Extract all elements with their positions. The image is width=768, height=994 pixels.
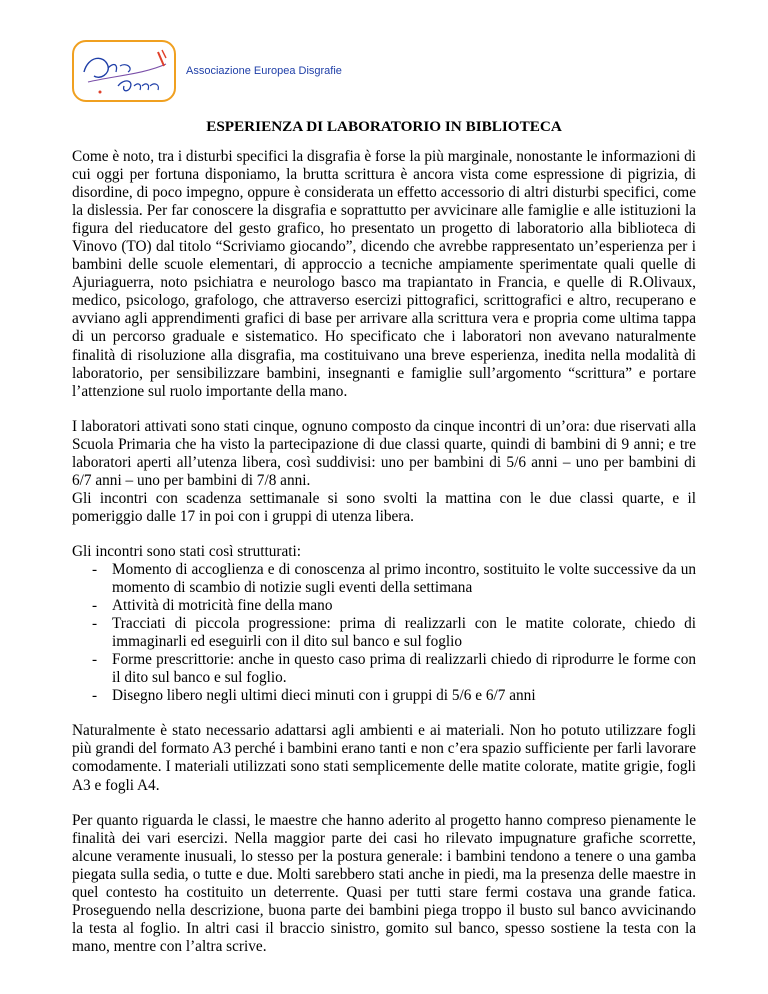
list-item: - Disegno libero negli ultimi dieci minuti con i gruppi di 5/6 e 6/7 anni: [72, 687, 696, 705]
paragraph-intro: Come è noto, tra i disturbi specifici la disgrafia è forse la più marginale, nonostante le informazioni di cui oggi per fortuna disponiamo, la brutta scrittura è ancora vista come espressione di pigrizia, di disordine, di poco impegno, oppure è considerata un effetto accessorio di altri disturbi specifici, come la dislessia. Per far conoscere la disgrafia e soprattutto per avvicinare alle famiglie e alle istituzioni la figura del rieducatore del gesto grafico, ho presentato un progetto di laboratorio alla biblioteca di Vinovo (TO) dal titolo “Scriviamo giocando”, dicendo che avrebbe rappresentato un’esperienza per i bambini delle scuole elementari, di approccio a tecniche ampiamente sperimentate quali quelle di Ajuriaguerra, noto psichiatra e neurologo basco ma trapiantato in Francia, e quelle di R.Olivaux, medico, psicologo, grafologo, che attraverso esercizi pittografici, scrittografici e altro, recuperano e avviano agli apprendimenti grafici di base per arrivare alla scrittura vera e propria come ultima tappa di un percorso graduale e sistematico. Ho specificato che i laboratori non avevano naturalmente finalità di risoluzione alla disgrafia, ma costituivano una breve esperienza, inedita nella modalità di laboratorio, per sensibilizzare bambini, insegnanti e famiglie sull’argomento “scrittura” e portare l’attenzione sul ruolo importante della mano.: [72, 148, 696, 400]
list-item: - Momento di accoglienza e di conoscenza al primo incontro, sostituito le volte successive da un momento di scambio di notizie sugli eventi della settimana: [72, 561, 696, 597]
list-item: - Tracciati di piccola progressione: prima di realizzarli con le matite colorate, chiedo di immaginarli ed eseguirli con il dito sul banco e sul foglio: [72, 615, 696, 651]
structure-list: [72, 561, 696, 705]
letterhead: [72, 40, 572, 102]
disgrafie-logo-icon: [72, 40, 176, 102]
list-item: - Forme prescrittorie: anche in questo caso prima di realizzarli chiedo di riprodurre le forme con il dito sul banco e sul foglio.: [72, 651, 696, 687]
document-body: [72, 148, 696, 973]
organization-name: Associazione Europea Disgrafie: [186, 65, 342, 77]
document-title: ESPERIENZA DI LABORATORIO IN BIBLIOTECA: [206, 118, 562, 135]
paragraph-laboratories: I laboratori attivati sono stati cinque, ognuno composto da cinque incontri di un’ora: due riservati alla Scuola Primaria che ha visto la partecipazione di due classi quarte, quindi di bambini di 9 anni; e tre laboratori aperti all’utenza libera, così suddivisi: uno per bambini di 5/6 anni – uno per bambini di 6/7 anni – uno per bambini di 7/8 anni.: [72, 417, 696, 489]
paragraph-schedule: Gli incontri con scadenza settimanale si sono svolti la mattina con le due classi quarte, e il pomeriggio dalle 17 in poi con i gruppi di utenza libera.: [72, 489, 696, 525]
paragraph-structure-intro: Gli incontri sono stati così strutturati:: [72, 542, 302, 560]
paragraph-materials: Naturalmente è stato necessario adattarsi agli ambienti e ai materiali. Non ho potuto utilizzare fogli più grandi del formato A3 perché i bambini erano tanti e non c’era spazio sufficiente per farli lavorare comodamente. I materiali utilizzati sono stati semplicemente delle matite colorate, matite grigie, fogli A3 e fogli A4.: [72, 722, 696, 794]
paragraph-classes: Per quanto riguarda le classi, le maestre che hanno aderito al progetto hanno compreso pienamente le finalità dei vari esercizi. Nella maggior parte dei casi ho rilevato impugnature grafiche scorrette, alcune veramente inusuali, lo stesso per la postura generale: i bambini tendono a tenere o una gamba piegata sulla sedia, o tutte e due. Molti sarebbero stati anche in piedi, ma la presenza delle maestre in quel contesto ha costituito un deterrente. Quasi per tutti stare fermi costava una grande fatica. Proseguendo nella descrizione, buona parte dei bambini piega troppo il busto sul banco avvicinando la testa al foglio. In altri casi il braccio sinistro, gomito sul banco, spesso sostiene la testa con la mano, mentre con l’altra scrive.: [72, 811, 696, 955]
list-item: - Attività di motricità fine della mano: [72, 597, 696, 615]
